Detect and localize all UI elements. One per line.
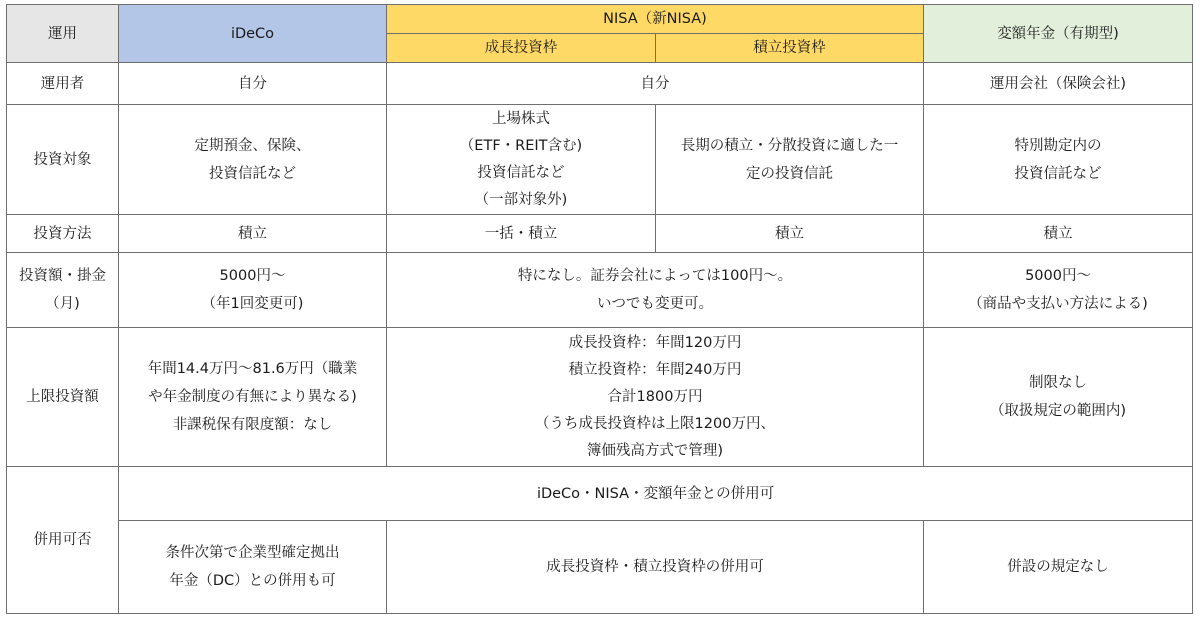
header-nisa-tsumitate-cell: 積立投資枠 — [656, 34, 924, 63]
cell-ideco: 年間14.4万円〜81.6万円（職業 や年金制度の有無により異なる) 非課税保有限度額：なし — [119, 328, 387, 467]
cell-nisa: 特になし。証券会社によっては100円〜。 いつでも変更可。 — [387, 253, 924, 328]
header-nisa-growth-cell: 成長投資枠 — [387, 34, 656, 63]
row-label: 併用可否 — [7, 467, 119, 614]
cell-nisa: 成長投資枠：年間120万円 積立投資枠：年間240万円 合計1800万円 （うち成長投資枠は上限1200万円、 簿価残高方式で管理) — [387, 328, 924, 467]
cell-nisa-tsumitate: 長期の積立・分散投資に適した一 定の投資信託 — [656, 105, 924, 215]
row-amount — [7, 253, 1193, 328]
header-row — [7, 5, 1193, 34]
cell-nisa-growth: 上場株式 （ETF・REIT含む) 投資信託など （一部対象外) — [387, 105, 656, 215]
cell-annuity: 運用会社（保険会社) — [924, 63, 1193, 105]
cell-annuity: 制限なし （取扱規定の範囲内) — [924, 328, 1193, 467]
cell-ideco: 積立 — [119, 215, 387, 253]
cell-ideco: 自分 — [119, 63, 387, 105]
row-combine — [7, 467, 1193, 521]
cell-ideco: 条件次第で企業型確定拠出 年金（DC）との併用も可 — [119, 521, 387, 614]
header-annuity-cell: 変額年金（有期型) — [924, 5, 1193, 63]
cell-ideco: 5000円〜 （年1回変更可) — [119, 253, 387, 328]
cell-nisa-growth: 一括・積立 — [387, 215, 656, 253]
cell-ideco: 定期預金、保険、 投資信託など — [119, 105, 387, 215]
cell-annuity: 5000円〜 （商品や支払い方法による) — [924, 253, 1193, 328]
cell-annuity: 特別勘定内の 投資信託など — [924, 105, 1193, 215]
comparison-table — [6, 4, 1193, 614]
cell-nisa-tsumitate: 積立 — [656, 215, 924, 253]
cell-combine-all: iDeCo・NISA・変額年金との併用可 — [119, 467, 1193, 521]
row-method — [7, 215, 1193, 253]
cell-nisa: 成長投資枠・積立投資枠の併用可 — [387, 521, 924, 614]
row-operator — [7, 63, 1193, 105]
header-nisa-cell: NISA（新NISA) — [387, 5, 924, 34]
row-label: 投資額・掛金 （月) — [7, 253, 119, 328]
row-limit — [7, 328, 1193, 467]
row-combine-detail — [7, 521, 1193, 614]
row-target — [7, 105, 1193, 215]
cell-annuity: 積立 — [924, 215, 1193, 253]
row-label: 上限投資額 — [7, 328, 119, 467]
row-label: 投資方法 — [7, 215, 119, 253]
row-label: 運用者 — [7, 63, 119, 105]
header-label-cell: 運用 — [7, 5, 119, 63]
cell-nisa: 自分 — [387, 63, 924, 105]
row-label: 投資対象 — [7, 105, 119, 215]
header-ideco-cell: iDeCo — [119, 5, 387, 63]
cell-annuity: 併設の規定なし — [924, 521, 1193, 614]
